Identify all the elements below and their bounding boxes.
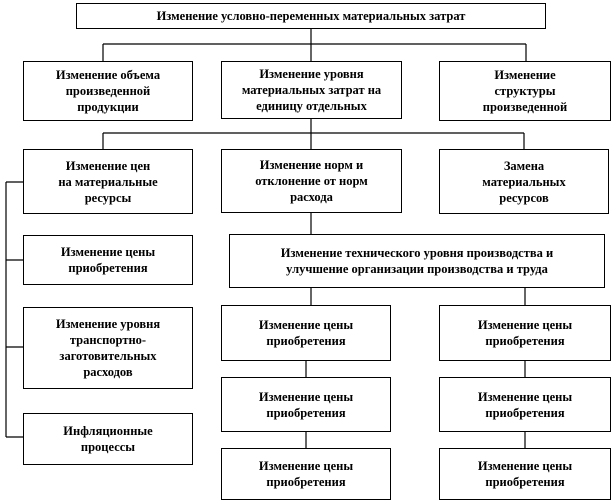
volume-change-node: Изменение объема произведенной продукции bbox=[23, 61, 193, 121]
left-purchase-price-node: Изменение цены приобретения bbox=[23, 235, 193, 285]
right-purchase-price-node-2: Изменение цены приобретения bbox=[439, 377, 611, 432]
inflation-node: Инфляционные процессы bbox=[23, 413, 193, 465]
replacement-node: Замена материальных ресурсов bbox=[439, 149, 609, 214]
unit-cost-change-node: Изменение уровня материальных затрат на единицу отдельных bbox=[221, 61, 402, 119]
price-change-node: Изменение цен на материальные ресурсы bbox=[23, 149, 193, 214]
tech-level-node: Изменение технического уровня производства и улучшение организации производства и труда bbox=[229, 234, 605, 288]
mid-purchase-price-node-1: Изменение цены приобретения bbox=[221, 305, 391, 361]
mid-purchase-price-node-3: Изменение цены приобретения bbox=[221, 448, 391, 500]
transport-costs-node: Изменение уровня транспортно- заготовительных расходов bbox=[23, 307, 193, 389]
structure-change-node: Изменение структуры произведенной bbox=[439, 61, 611, 121]
right-purchase-price-node-1: Изменение цены приобретения bbox=[439, 305, 611, 361]
root-node: Изменение условно-переменных материальных затрат bbox=[76, 3, 546, 29]
mid-purchase-price-node-2: Изменение цены приобретения bbox=[221, 377, 391, 432]
right-purchase-price-node-3: Изменение цены приобретения bbox=[439, 448, 611, 500]
norms-change-node: Изменение норм и отклонение от норм расхода bbox=[221, 149, 402, 213]
